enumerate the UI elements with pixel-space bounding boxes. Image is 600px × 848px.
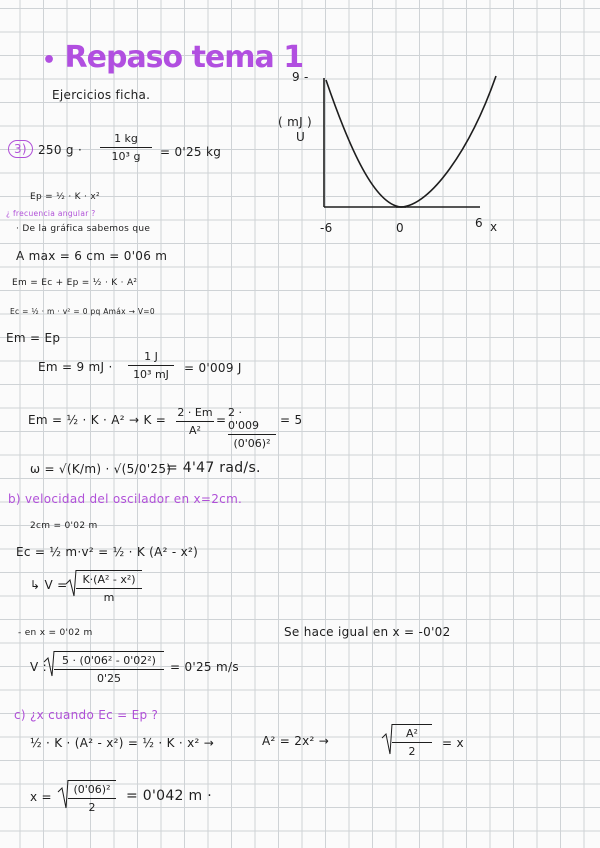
- part-c-equation: ½ · K · (A² - x²) = ½ · K · x² →: [30, 736, 215, 750]
- part-b-ec-equation: Ec = ½ m·v² = ½ · K (A² - x²): [16, 545, 199, 559]
- graph-y-top-label: 9 -: [292, 70, 309, 84]
- fraction-numerator: 5 · (0'06² - 0'02²): [62, 654, 156, 667]
- part-b-label: b) velocidad del oscilador en x=2cm.: [8, 492, 243, 506]
- k-derivation-lhs: Em = ½ · K · A² → K =: [28, 413, 167, 427]
- omega-result: = 4'47 rad/s.: [166, 460, 261, 476]
- part-b-v-lhs: ↳ V =: [30, 578, 68, 592]
- graph-y-unit-label: ( mJ ): [278, 115, 313, 129]
- graph-x-mid-label: 0: [396, 221, 404, 235]
- subtitle: Ejercicios ficha.: [52, 88, 151, 102]
- graph-observation: · De la gráfica sabemos que: [16, 224, 151, 234]
- part-b-evaluation-point: - en x = 0'02 m: [18, 628, 93, 638]
- fraction-denominator: 2: [408, 745, 416, 758]
- part-c-label: c) ¿x cuando Ec = Ep ?: [14, 708, 159, 722]
- part-b-conversion: 2cm = 0'02 m: [30, 521, 98, 531]
- k-result: = 5: [280, 413, 303, 427]
- fraction-denominator: 10³ g: [111, 150, 141, 163]
- omega-lhs: ω = √(K/m) · √(5/0'25): [30, 462, 172, 476]
- fraction-denominator: 10³ mJ: [133, 368, 169, 381]
- graph-x-left-label: -6: [320, 221, 333, 235]
- em-value-rhs: = 0'009 J: [184, 361, 242, 375]
- graph-x-variable: x: [490, 220, 498, 234]
- part-c-a-squared: A² = 2x² →: [262, 734, 330, 748]
- em-sum-line: Em = Ec + Ep = ½ · K · A²: [12, 278, 138, 288]
- fraction-denominator: (0'06)²: [233, 437, 271, 450]
- fraction-numerator: A²: [406, 727, 418, 740]
- part-b-symmetry-note: Se hace igual en x = -0'02: [284, 625, 451, 639]
- amax-line: A max = 6 cm = 0'06 m: [16, 249, 168, 263]
- mass-conversion-rhs: = 0'25 kg: [160, 145, 222, 159]
- fraction-numerator: 2 · Em: [177, 406, 213, 419]
- ec-zero-line: Ec = ½ · m · v² = 0 pq Amáx → V=0: [10, 307, 155, 316]
- fraction-numerator: 1 kg: [114, 132, 138, 145]
- em-equals-ep: Em = Ep: [6, 331, 61, 345]
- fraction-numerator: (0'06)²: [73, 783, 111, 796]
- part-c-x-lhs: x =: [30, 790, 52, 804]
- part-b-calc-lhs: V :: [30, 660, 47, 674]
- fraction-denominator: A²: [189, 424, 201, 437]
- part-c-x-result: = 0'042 m ·: [126, 788, 212, 804]
- fraction-numerator: K·(A² - x²): [82, 573, 136, 586]
- fraction-denominator: m: [103, 591, 115, 604]
- mass-conversion-lhs: 250 g ·: [38, 143, 83, 157]
- ep-formula: Ep = ½ · K · x²: [30, 192, 100, 202]
- fraction-denominator: 0'25: [96, 672, 122, 685]
- exercise-number: 3): [8, 140, 33, 158]
- fraction-numerator: 2 · 0'009: [228, 406, 260, 432]
- part-b-calc-result: = 0'25 m/s: [170, 660, 239, 674]
- fraction-denominator: 2: [88, 801, 96, 814]
- em-value-lhs: Em = 9 mJ ·: [38, 360, 113, 374]
- page-title: • Repaso tema 1: [42, 40, 304, 75]
- fraction-numerator: 1 J: [144, 350, 158, 363]
- graph-y-symbol: U: [296, 130, 306, 144]
- part-c-equals-x: = x: [442, 736, 464, 750]
- graph-x-right-label: 6: [475, 216, 483, 230]
- angular-frequency-label: ¿ frecuencia angular ?: [6, 209, 96, 218]
